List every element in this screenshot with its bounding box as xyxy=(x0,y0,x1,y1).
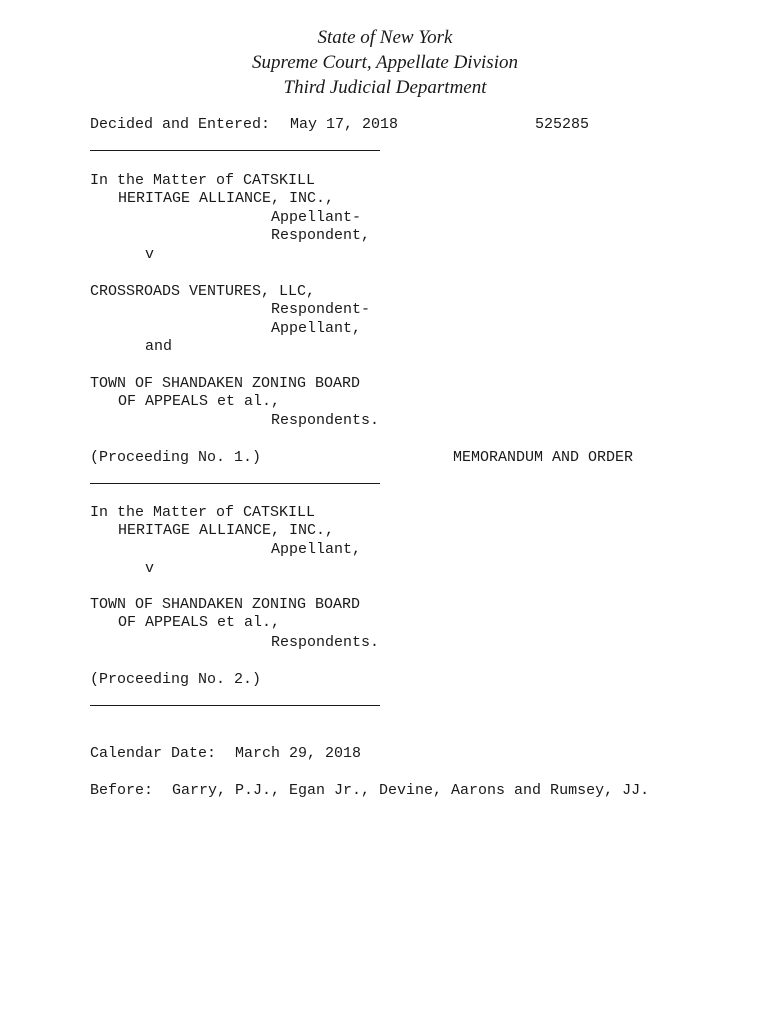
p2-party1-line1: In the Matter of CATSKILL xyxy=(90,504,316,521)
p1-party2-role2: Appellant, xyxy=(271,320,362,337)
decided-date: May 17, 2018 xyxy=(290,116,399,133)
p1-party1-role1: Appellant- xyxy=(271,209,362,226)
p2-label: (Proceeding No. 2.) xyxy=(90,671,262,688)
before-judges: Garry, P.J., Egan Jr., Devine, Aarons and Rumsey, JJ. xyxy=(172,782,650,799)
p1-party2-role1: Respondent- xyxy=(271,301,371,318)
separator-rule xyxy=(90,150,380,151)
p2-party2-line1: TOWN OF SHANDAKEN ZONING BOARD xyxy=(90,596,361,613)
p1-label: (Proceeding No. 1.) xyxy=(90,449,262,466)
memorandum-title: MEMORANDUM AND ORDER xyxy=(453,449,634,466)
p2-party2-line2: OF APPEALS et al., xyxy=(118,614,281,631)
p2-versus: v xyxy=(145,560,155,577)
p1-party3-line1: TOWN OF SHANDAKEN ZONING BOARD xyxy=(90,375,361,392)
p1-party3-role: Respondents. xyxy=(271,412,380,429)
p1-party1-line1: In the Matter of CATSKILL xyxy=(90,172,316,189)
before-label: Before: xyxy=(90,782,154,799)
docket-number: 525285 xyxy=(535,116,590,133)
p2-party1-line2: HERITAGE ALLIANCE, INC., xyxy=(118,522,335,539)
calendar-date: March 29, 2018 xyxy=(235,745,362,762)
court-department: Third Judicial Department xyxy=(283,77,487,98)
p1-party1-role2: Respondent, xyxy=(271,227,371,244)
p1-conjunction: and xyxy=(145,338,173,355)
p1-party2-line1: CROSSROADS VENTURES, LLC, xyxy=(90,283,316,300)
p1-party3-line2: OF APPEALS et al., xyxy=(118,393,281,410)
p1-versus: v xyxy=(145,246,155,263)
p2-party2-role: Respondents. xyxy=(271,634,380,651)
separator-rule xyxy=(90,705,380,706)
p1-party1-line2: HERITAGE ALLIANCE, INC., xyxy=(118,190,335,207)
court-state: State of New York xyxy=(317,27,453,48)
separator-rule xyxy=(90,483,380,484)
p2-party1-role: Appellant, xyxy=(271,541,362,558)
calendar-label: Calendar Date: xyxy=(90,745,217,762)
decided-label: Decided and Entered: xyxy=(90,116,271,133)
court-name: Supreme Court, Appellate Division xyxy=(252,52,518,73)
